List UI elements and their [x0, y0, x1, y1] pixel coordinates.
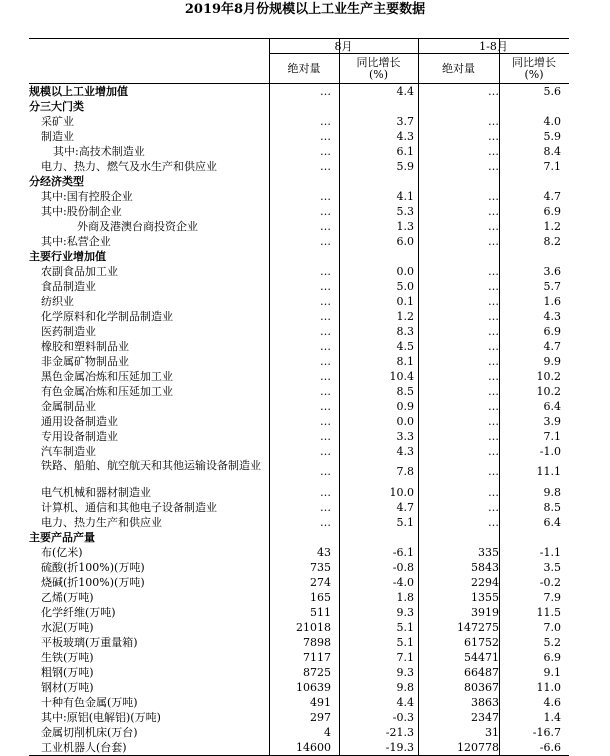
jan-aug-yoy-value: 6.4: [543, 516, 561, 529]
table-row: [29, 605, 569, 620]
row-label: 分经济类型: [29, 175, 84, 188]
row-label: 农副食品加工业: [41, 265, 118, 278]
row-label: 钢材(万吨): [41, 681, 94, 694]
aug-abs-value: 511: [310, 606, 331, 619]
table-row: [29, 354, 569, 369]
aug-yoy-value: -19.3: [385, 741, 414, 754]
row-label: 专用设备制造业: [41, 430, 118, 443]
row-label: 黑色金属冶炼和压延加工业: [41, 370, 173, 383]
jan-aug-abs-value: 54471: [464, 651, 499, 664]
row-label: 计算机、通信和其他电子设备制造业: [41, 501, 217, 514]
jan-aug-abs-value: …: [488, 265, 499, 278]
row-label: 硫酸(折100%)(万吨): [41, 561, 145, 574]
row-label: 橡胶和塑料制品业: [41, 340, 129, 353]
row-label: 主要产品产量: [29, 531, 95, 544]
aug-abs-value: …: [320, 370, 331, 383]
jan-aug-yoy-value: 4.6: [543, 696, 561, 709]
row-label: 采矿业: [41, 115, 74, 128]
jan-aug-abs-value: …: [488, 145, 499, 158]
aug-yoy-value: -21.3: [385, 726, 414, 739]
jan-aug-abs-value: 1355: [471, 591, 499, 604]
jan-aug-abs-value: 5843: [471, 561, 499, 574]
aug-abs-value: …: [320, 486, 331, 499]
aug-yoy-value: 1.2: [396, 310, 414, 323]
row-label: 水泥(万吨): [41, 621, 94, 634]
jan-aug-yoy-value: 6.9: [543, 325, 561, 338]
jan-aug-yoy-value: 9.1: [543, 666, 561, 679]
jan-aug-abs-value: …: [488, 415, 499, 428]
table-row: [29, 294, 569, 309]
aug-abs-value: 8725: [303, 666, 331, 679]
aug-yoy-value: 3.3: [396, 430, 414, 443]
aug-abs-value: 7898: [303, 636, 331, 649]
aug-yoy-value: 4.3: [396, 130, 414, 143]
aug-abs-value: …: [320, 280, 331, 293]
header-aug-abs: 绝对量: [287, 62, 321, 75]
header-jan-aug-yoy: [499, 57, 569, 81]
row-label: 十种有色金属(万吨): [41, 696, 138, 709]
aug-abs-value: …: [320, 205, 331, 218]
aug-abs-value: …: [320, 355, 331, 368]
table-row: [29, 324, 569, 339]
aug-yoy-value: 5.9: [396, 160, 414, 173]
data-table: [29, 38, 569, 756]
aug-abs-value: 21018: [296, 621, 331, 634]
jan-aug-abs-value: …: [488, 205, 499, 218]
aug-abs-value: 165: [310, 591, 331, 604]
jan-aug-abs-value: 120778: [457, 741, 499, 754]
header-jan-aug-abs: 绝对量: [442, 62, 475, 75]
row-label: 平板玻璃(万重量箱): [41, 636, 138, 649]
jan-aug-abs-value: …: [488, 355, 499, 368]
jan-aug-abs-value: …: [488, 325, 499, 338]
aug-yoy-value: 10.4: [389, 370, 414, 383]
aug-abs-value: 7117: [303, 651, 331, 664]
row-label: 汽车制造业: [41, 445, 96, 458]
aug-yoy-value: 9.3: [396, 606, 414, 619]
aug-yoy-value: 4.3: [396, 445, 414, 458]
jan-aug-abs-value: …: [488, 486, 499, 499]
aug-abs-value: …: [320, 295, 331, 308]
aug-yoy-value: 4.5: [396, 340, 414, 353]
table-row: [29, 399, 569, 414]
row-label: 分三大门类: [29, 100, 84, 113]
table-row: [29, 384, 569, 399]
yoy-unit: (%): [524, 68, 544, 81]
page-title: 2019年8月份规模以上工业生产主要数据: [184, 2, 426, 17]
aug-abs-value: …: [320, 220, 331, 233]
row-label: 乙烯(万吨): [41, 591, 94, 604]
row-label: 工业机器人(台套): [41, 741, 127, 754]
aug-abs-value: …: [320, 235, 331, 248]
aug-yoy-value: 0.9: [396, 400, 414, 413]
aug-abs-value: 297: [310, 711, 331, 724]
row-label: 粗钢(万吨): [41, 666, 94, 679]
jan-aug-abs-value: 3919: [471, 606, 499, 619]
row-label: 食品制造业: [41, 280, 96, 293]
jan-aug-yoy-value: 4.0: [543, 115, 561, 128]
table-row: [29, 279, 569, 294]
aug-yoy-value: 1.8: [396, 591, 414, 604]
row-label: 通用设备制造业: [41, 415, 118, 428]
row-label: 非金属矿物制品业: [41, 355, 129, 368]
row-label: 铁路、船舶、航空航天和其他运输设备制造业: [41, 459, 261, 472]
aug-yoy-value: 5.3: [396, 205, 414, 218]
section-row: [29, 99, 569, 114]
jan-aug-abs-value: 3863: [471, 696, 499, 709]
jan-aug-abs-value: …: [488, 465, 499, 478]
aug-abs-value: 43: [317, 546, 331, 559]
table-row: [29, 620, 569, 635]
jan-aug-abs-value: …: [488, 295, 499, 308]
aug-yoy-value: 6.1: [396, 145, 414, 158]
table-row: [29, 159, 569, 174]
aug-abs-value: 14600: [296, 741, 331, 754]
aug-yoy-value: 9.8: [396, 681, 414, 694]
table-row: [29, 575, 569, 590]
row-label: 化学纤维(万吨): [41, 606, 116, 619]
table-row: [29, 545, 569, 560]
jan-aug-yoy-value: -1.1: [539, 546, 561, 559]
row-label: 有色金属冶炼和压延加工业: [41, 385, 173, 398]
jan-aug-yoy-value: 7.1: [543, 430, 561, 443]
jan-aug-yoy-value: 5.6: [543, 85, 561, 98]
jan-aug-yoy-value: 1.6: [543, 295, 561, 308]
row-label: 主要行业增加值: [29, 250, 106, 263]
aug-yoy-value: -4.0: [392, 576, 414, 589]
aug-abs-value: 491: [310, 696, 331, 709]
aug-abs-value: 274: [310, 576, 331, 589]
aug-yoy-value: 7.8: [396, 465, 414, 478]
row-label: 电气机械和器材制造业: [41, 486, 151, 499]
table-row: [29, 485, 569, 500]
aug-yoy-value: 10.0: [389, 486, 414, 499]
jan-aug-abs-value: …: [488, 430, 499, 443]
aug-yoy-value: 4.4: [396, 696, 414, 709]
aug-abs-value: …: [320, 430, 331, 443]
aug-abs-value: …: [320, 385, 331, 398]
table-row: [29, 414, 569, 429]
row-label: 金属切削机床(万台): [41, 726, 138, 739]
table-row: [29, 459, 569, 485]
jan-aug-yoy-value: 8.5: [543, 501, 561, 514]
jan-aug-abs-value: …: [488, 370, 499, 383]
jan-aug-yoy-value: 3.6: [543, 265, 561, 278]
aug-abs-value: 735: [310, 561, 331, 574]
jan-aug-yoy-value: 8.2: [543, 235, 561, 248]
jan-aug-abs-value: …: [488, 501, 499, 514]
jan-aug-abs-value: …: [488, 340, 499, 353]
row-label: 纺织业: [41, 295, 74, 308]
aug-abs-value: …: [320, 415, 331, 428]
row-label: 其中:高技术制造业: [53, 145, 145, 158]
row-label: 金属制品业: [41, 400, 96, 413]
jan-aug-abs-value: …: [488, 516, 499, 529]
table-row: [29, 129, 569, 144]
yoy-unit: (%): [368, 68, 389, 81]
jan-aug-yoy-value: -1.0: [539, 445, 561, 458]
header-aug-yoy: [339, 57, 418, 81]
jan-aug-yoy-value: 6.4: [543, 400, 561, 413]
jan-aug-yoy-value: 3.5: [543, 561, 561, 574]
aug-abs-value: …: [320, 325, 331, 338]
table-row: [29, 560, 569, 575]
jan-aug-yoy-value: 11.5: [536, 606, 561, 619]
table-header: [29, 39, 569, 84]
jan-aug-abs-value: …: [488, 85, 499, 98]
jan-aug-yoy-value: 6.9: [543, 205, 561, 218]
jan-aug-yoy-value: 8.4: [543, 145, 561, 158]
aug-yoy-value: 5.1: [396, 621, 414, 634]
jan-aug-abs-value: …: [488, 220, 499, 233]
jan-aug-yoy-value: 5.7: [543, 280, 561, 293]
aug-yoy-value: 4.7: [396, 501, 414, 514]
table-row: [29, 590, 569, 605]
jan-aug-yoy-value: 4.7: [543, 190, 561, 203]
header-aug: 8月: [334, 40, 353, 53]
jan-aug-yoy-value: 11.0: [536, 681, 561, 694]
jan-aug-yoy-value: 4.3: [543, 310, 561, 323]
jan-aug-yoy-value: 9.9: [543, 355, 561, 368]
aug-abs-value: …: [320, 340, 331, 353]
table-row: [29, 219, 569, 234]
jan-aug-abs-value: 2294: [471, 576, 499, 589]
row-label: 医药制造业: [41, 325, 96, 338]
aug-yoy-value: 6.0: [396, 235, 414, 248]
section-row: [29, 249, 569, 264]
table-row: [29, 665, 569, 680]
jan-aug-yoy-value: -16.7: [532, 726, 561, 739]
table-row: [29, 429, 569, 444]
section-row: [29, 174, 569, 189]
jan-aug-abs-value: 2347: [471, 711, 499, 724]
aug-abs-value: …: [320, 265, 331, 278]
jan-aug-abs-value: …: [488, 235, 499, 248]
table-row: [29, 635, 569, 650]
aug-abs-value: …: [320, 445, 331, 458]
aug-yoy-value: -0.8: [392, 561, 414, 574]
aug-yoy-value: 5.0: [396, 280, 414, 293]
row-label: 其中:国有控股企业: [41, 190, 133, 203]
jan-aug-abs-value: 335: [478, 546, 499, 559]
jan-aug-yoy-value: 7.1: [543, 160, 561, 173]
jan-aug-abs-value: 147275: [457, 621, 499, 634]
table-row: [29, 650, 569, 665]
aug-abs-value: 4: [324, 726, 331, 739]
jan-aug-yoy-value: 11.1: [536, 465, 561, 478]
table-row: [29, 680, 569, 695]
row-label: 其中:私营企业: [41, 235, 111, 248]
row-label: 化学原料和化学制品制造业: [41, 310, 173, 323]
aug-abs-value: 10639: [296, 681, 331, 694]
jan-aug-abs-value: …: [488, 160, 499, 173]
aug-yoy-value: -0.3: [392, 711, 414, 724]
aug-yoy-value: 5.1: [396, 516, 414, 529]
table-row: [29, 444, 569, 459]
aug-abs-value: …: [320, 465, 331, 478]
table-row: [29, 500, 569, 515]
table-row: [29, 144, 569, 159]
aug-yoy-value: 4.1: [396, 190, 414, 203]
jan-aug-abs-value: …: [488, 190, 499, 203]
table-row: [29, 189, 569, 204]
table-row: [29, 725, 569, 740]
table-row: [29, 204, 569, 219]
row-label: 其中:股份制企业: [41, 205, 122, 218]
aug-yoy-value: 1.3: [396, 220, 414, 233]
jan-aug-abs-value: …: [488, 130, 499, 143]
aug-yoy-value: 5.1: [396, 636, 414, 649]
aug-yoy-value: 0.0: [396, 415, 414, 428]
aug-yoy-value: 7.1: [396, 651, 414, 664]
aug-yoy-value: 0.0: [396, 265, 414, 278]
table-row: [29, 234, 569, 249]
jan-aug-abs-value: …: [488, 385, 499, 398]
yoy-label: 同比增长: [512, 56, 556, 69]
aug-abs-value: …: [320, 130, 331, 143]
jan-aug-yoy-value: -0.2: [539, 576, 561, 589]
jan-aug-abs-value: …: [488, 115, 499, 128]
aug-abs-value: …: [320, 400, 331, 413]
table-row: [29, 114, 569, 129]
header-jan-aug: 1-8月: [479, 40, 508, 53]
jan-aug-yoy-value: 7.9: [543, 591, 561, 604]
aug-abs-value: …: [320, 516, 331, 529]
aug-yoy-value: -6.1: [392, 546, 414, 559]
table-row: [29, 369, 569, 384]
aug-yoy-value: 0.1: [396, 295, 414, 308]
section-row: [29, 84, 569, 99]
row-label: 外商及港澳台商投资企业: [77, 220, 198, 233]
table-row: [29, 309, 569, 324]
table-row: [29, 710, 569, 725]
jan-aug-abs-value: 61752: [464, 636, 499, 649]
aug-yoy-value: 9.3: [396, 666, 414, 679]
table-row: [29, 740, 569, 755]
header-subdivider: [269, 53, 569, 54]
aug-abs-value: …: [320, 160, 331, 173]
jan-aug-abs-value: 31: [485, 726, 499, 739]
aug-abs-value: …: [320, 85, 331, 98]
jan-aug-abs-value: …: [488, 280, 499, 293]
jan-aug-yoy-value: 4.7: [543, 340, 561, 353]
aug-yoy-value: 8.5: [396, 385, 414, 398]
jan-aug-yoy-value: 5.2: [543, 636, 561, 649]
aug-yoy-value: 8.1: [396, 355, 414, 368]
table-body: [29, 84, 569, 755]
aug-yoy-value: 4.4: [396, 85, 414, 98]
jan-aug-yoy-value: 10.2: [536, 370, 561, 383]
section-row: [29, 530, 569, 545]
table-row: [29, 264, 569, 279]
yoy-label: 同比增长: [356, 56, 401, 69]
row-label: 烧碱(折100%)(万吨): [41, 576, 145, 589]
row-label: 其中:原铝(电解铝)(万吨): [41, 711, 161, 724]
row-label: 规模以上工业增加值: [29, 85, 128, 98]
jan-aug-yoy-value: 9.8: [543, 486, 561, 499]
jan-aug-abs-value: 80367: [464, 681, 499, 694]
jan-aug-yoy-value: 3.9: [543, 415, 561, 428]
row-label: 电力、热力生产和供应业: [41, 516, 162, 529]
jan-aug-yoy-value: 6.9: [543, 651, 561, 664]
jan-aug-abs-value: 66487: [464, 666, 499, 679]
aug-yoy-value: 8.3: [396, 325, 414, 338]
table-row: [29, 515, 569, 530]
jan-aug-yoy-value: 7.0: [543, 621, 561, 634]
aug-abs-value: …: [320, 115, 331, 128]
row-label: 电力、热力、燃气及水生产和供应业: [41, 160, 217, 173]
jan-aug-abs-value: …: [488, 400, 499, 413]
aug-abs-value: …: [320, 190, 331, 203]
aug-abs-value: …: [320, 145, 331, 158]
row-label: 布(亿米): [41, 546, 83, 559]
jan-aug-abs-value: …: [488, 445, 499, 458]
aug-abs-value: …: [320, 501, 331, 514]
row-label: 生铁(万吨): [41, 651, 94, 664]
jan-aug-abs-value: …: [488, 310, 499, 323]
jan-aug-yoy-value: 10.2: [536, 385, 561, 398]
jan-aug-yoy-value: -6.6: [539, 741, 561, 754]
table-row: [29, 339, 569, 354]
aug-yoy-value: 3.7: [396, 115, 414, 128]
row-label: 制造业: [41, 130, 74, 143]
table-row: [29, 695, 569, 710]
aug-abs-value: …: [320, 310, 331, 323]
jan-aug-yoy-value: 1.4: [543, 711, 561, 724]
jan-aug-yoy-value: 1.2: [543, 220, 561, 233]
jan-aug-yoy-value: 5.9: [543, 130, 561, 143]
